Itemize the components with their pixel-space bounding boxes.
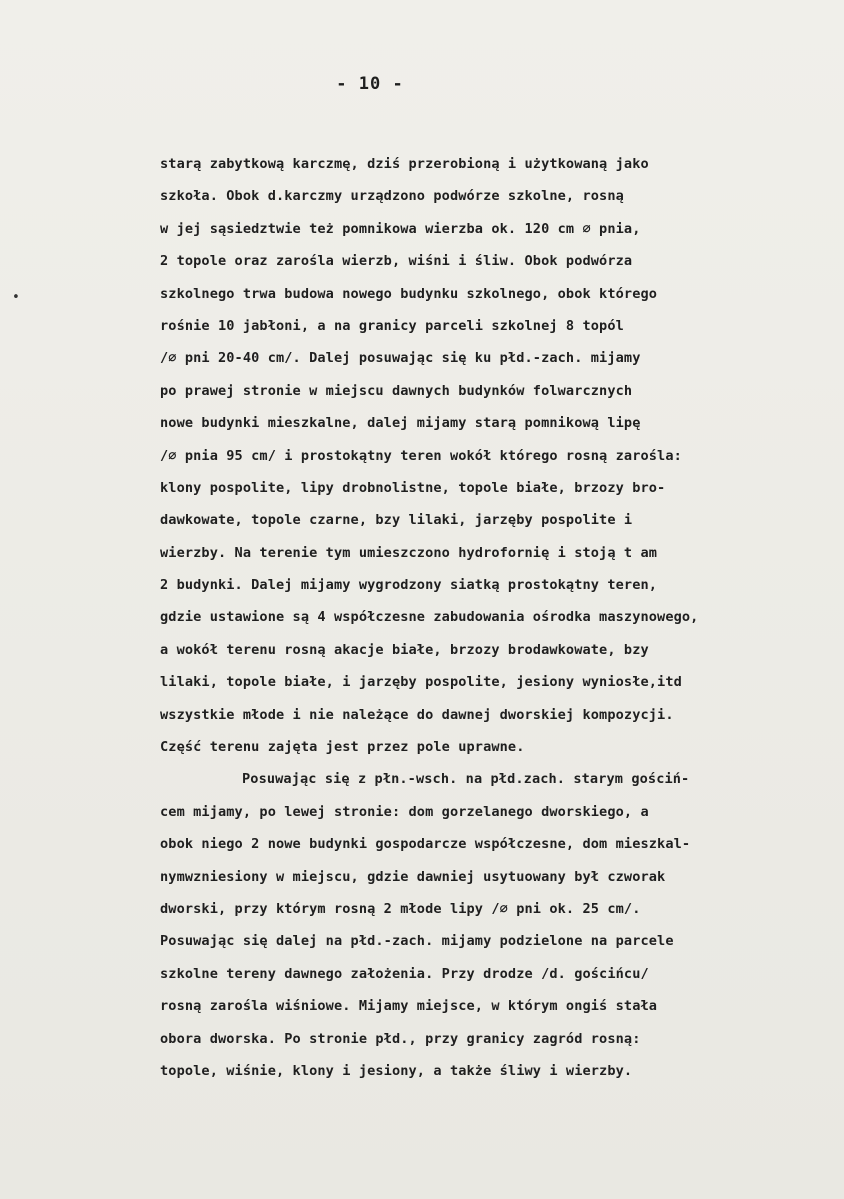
text-line-13: wierzby. Na terenie tym umieszczono hydrofornię i stoją t am [160,544,658,561]
text-line-14: 2 budynki. Dalej mijamy wygrodzony siatką prostokątny teren, [160,577,658,594]
text-line-15: gdzie ustawione są 4 współczesne zabudowania ośrodka maszynowego, [160,609,699,626]
text-line-28: obora dworska. Po stronie płd., przy granicy zagród rosną: [160,1030,641,1047]
text-line-3: w jej sąsiedztwie też pomnikowa wierzba ok. 120 cm ∅ pnia, [160,220,641,237]
text-line-21: cem mijamy, po lewej stronie: dom gorzelanego dworskiego, a [160,803,649,820]
margin-mark: • [12,290,20,305]
text-line-23: nymwzniesiony w miejscu, gdzie dawniej usytuowany był czworak [160,868,666,885]
text-line-10: /∅ pnia 95 cm/ i prostokątny teren wokół którego rosną zarośla: [160,447,682,464]
text-line-16: a wokół terenu rosną akacje białe, brzozy brodawkowate, bzy [160,641,649,658]
text-line-5: szkolnego trwa budowa nowego budynku szkolnego, obok którego [160,285,658,302]
body-text [160,148,830,1087]
text-line-17: lilaki, topole białe, i jarzęby pospolite, jesiony wyniosłe,itd [160,674,682,691]
text-line-11: klony pospolite, lipy drobnolistne, topole białe, brzozy bro- [160,479,666,496]
text-line-20: Posuwając się z płn.-wsch. na płd.zach. starym gościń- [242,771,690,788]
text-line-29: topole, wiśnie, klony i jesiony, a także śliwy i wierzby. [160,1062,633,1079]
text-line-1: starą zabytkową karczmę, dziś przerobioną i użytkowaną jako [160,156,649,172]
text-line-26: szkolne tereny dawnego założenia. Przy drodze /d. gościńcu/ [160,965,649,982]
text-line-27: rosną zarośla wiśniowe. Mijamy miejsce, w którym ongiś stała [160,998,658,1015]
page-number: - 10 - [336,74,404,94]
text-line-12: dawkowate, topole czarne, bzy lilaki, jarzęby pospolite i [160,512,633,529]
text-line-2: szkoła. Obok d.karczmy urządzono podwórze szkolne, rosną [160,188,624,205]
text-line-8: po prawej stronie w miejscu dawnych budynków folwarcznych [160,382,633,399]
text-line-18: wszystkie młode i nie należące do dawnej dworskiej kompozycji. [160,706,674,723]
text-line-6: rośnie 10 jabłoni, a na granicy parceli szkolnej 8 topól [160,317,624,334]
text-line-25: Posuwając się dalej na płd.-zach. mijamy podzielone na parcele [160,933,674,950]
text-line-19: Część terenu zajęta jest przez pole uprawne. [160,739,525,756]
text-line-22: obok niego 2 nowe budynki gospodarcze współczesne, dom mieszkal- [160,836,691,853]
text-line-9: nowe budynki mieszkalne, dalej mijamy starą pomnikową lipę [160,415,641,432]
text-line-7: /∅ pni 20-40 cm/. Dalej posuwając się ku płd.-zach. mijamy [160,350,641,367]
text-line-4: 2 topole oraz zarośla wierzb, wiśni i śliw. Obok podwórza [160,253,633,270]
text-line-24: dworski, przy którym rosną 2 młode lipy /∅ pni ok. 25 cm/. [160,900,641,917]
